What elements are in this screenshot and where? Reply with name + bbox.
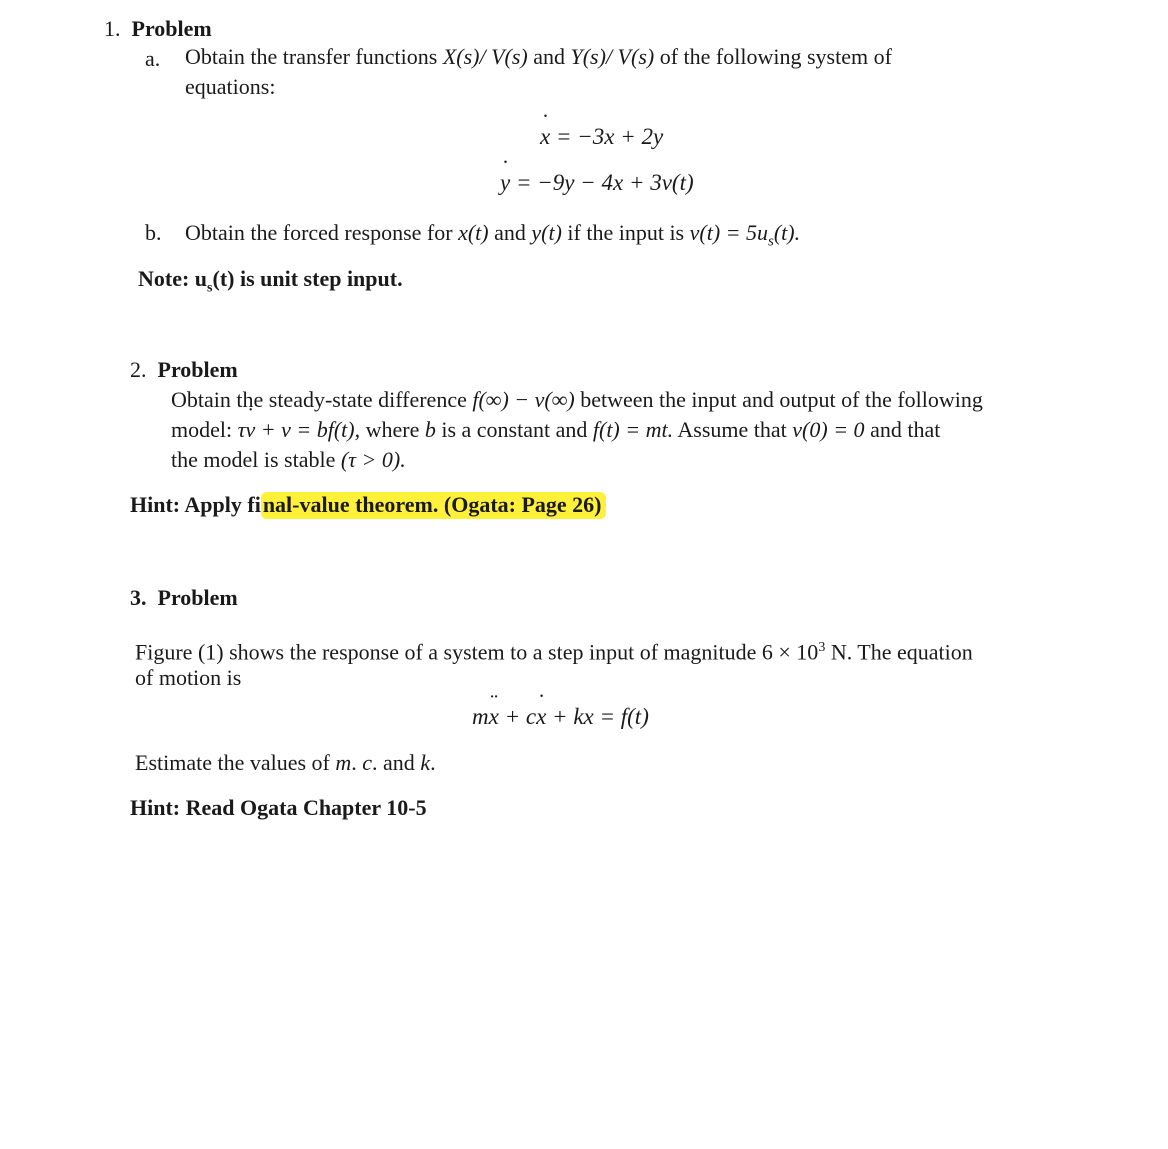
problem-1b-label: b.: [145, 220, 162, 245]
p1a-text-end: of the following system of: [659, 44, 892, 69]
x-ddot-symbol: ¨ x: [489, 702, 499, 732]
equation-y-dot-rhs: = −9y − 4x + 3v(t): [515, 170, 694, 195]
problem-3-title: Problem: [157, 585, 238, 610]
model-equation: + v = bf(t),: [260, 417, 361, 442]
highlighted-hint: nal-value theorem. (Ogata: Page 26): [261, 492, 606, 519]
input-expression-end: (t).: [773, 220, 801, 245]
problem-2-number: 2.: [130, 357, 147, 382]
problem-1a-line2: equations:: [185, 74, 276, 99]
problem-2-heading: [130, 355, 238, 385]
p2-line2-pre: model:: [171, 417, 233, 442]
v-dot-symbol: ˙ v: [245, 415, 255, 445]
input-subscript: s: [768, 233, 774, 250]
m-symbol: m: [335, 750, 352, 775]
equation-of-motion: [472, 702, 649, 732]
problem-2-line1: [171, 385, 983, 415]
p2-assume: Assume that: [677, 417, 787, 442]
p2-line1-post: between the input and output of the following: [580, 387, 983, 412]
problem-2-title: Problem: [157, 357, 238, 382]
p1b-mid: if the input is: [567, 220, 685, 245]
stability-condition: (τ > 0).: [340, 447, 406, 472]
problem-3-heading: [130, 583, 238, 613]
note-pre: Note: u: [138, 266, 208, 291]
estimate-and: and: [383, 750, 415, 775]
note-post: (t) is unit step input.: [212, 266, 403, 291]
estimate-text: Estimate the values of: [135, 750, 330, 775]
b-symbol: b: [424, 417, 436, 442]
x-of-t: x(t): [458, 220, 489, 245]
p2-constant-text: is a constant and: [441, 417, 588, 442]
problem-1a-label: a.: [145, 46, 161, 71]
problem-3-line1: [135, 633, 973, 667]
c-symbol: c: [362, 750, 373, 775]
p3-line1-post: N. The equation: [825, 639, 973, 665]
mass-symbol: m: [472, 704, 489, 729]
p1b-text: Obtain the forced response for: [185, 220, 453, 245]
x-dot-symbol: ˙ x: [540, 122, 550, 152]
p1b-and: and: [494, 220, 526, 245]
p2-and-that: and that: [870, 417, 941, 442]
tau-symbol: τ: [237, 417, 246, 442]
problem-1-number: 1.: [104, 16, 121, 41]
k-symbol: k: [420, 750, 431, 775]
y-dot-symbol: ˙ y: [500, 168, 510, 198]
p1a-and: and: [533, 44, 565, 69]
problem-3-line2: of motion is: [135, 665, 242, 690]
problem-3-number: 3.: [130, 585, 147, 610]
p2-line1-pre: Obtain the steady-state difference: [171, 387, 467, 412]
problem-3-estimate: Estimate the values of m. c. and k.: [135, 750, 436, 775]
p3-line1-pre: Figure (1) shows the response of a system to a step input of magnitude 6 × 10: [135, 639, 819, 665]
x-dot-symbol-2: ˙ x: [536, 702, 546, 732]
problem-1-title: Problem: [131, 16, 212, 41]
p1a-text: Obtain the transfer functions: [185, 44, 438, 69]
problem-1-heading: [104, 14, 212, 44]
exponent: 3: [818, 640, 826, 655]
hint-pre: Hint: Apply fi: [130, 492, 261, 517]
ramp-input: f(t) = mt.: [592, 417, 674, 442]
damping-term: + c: [504, 704, 537, 729]
y-of-t: y(t): [531, 220, 562, 245]
equation-y-dot: [500, 168, 694, 198]
problem-2-hint: [130, 490, 606, 520]
transfer-function-x: X(s)/ V(s): [442, 44, 528, 69]
steady-state-expression: f(∞) − v(∞): [472, 387, 575, 412]
problem-2-line3: [171, 445, 406, 475]
problem-1b-text: [185, 218, 800, 256]
input-expression: v(t) = 5u: [689, 220, 768, 245]
equation-rest: + kx = f(t): [552, 704, 649, 729]
p2-line3-pre: the model is stable: [171, 447, 336, 472]
initial-condition: v(0) = 0: [792, 417, 865, 442]
equation-x-dot-rhs: = −3x + 2y: [555, 124, 664, 149]
transfer-function-y: Y(s)/ V(s): [570, 44, 655, 69]
p2-where: where: [365, 417, 420, 442]
problem-2-line2: [171, 415, 940, 445]
note-subscript: s: [207, 280, 213, 296]
equation-x-dot: [540, 122, 663, 152]
problem-1a-line1: [185, 42, 892, 72]
note: [138, 264, 403, 303]
estimate-period: .: [430, 750, 436, 775]
problem-3-hint: Hint: Read Ogata Chapter 10-5: [130, 795, 427, 820]
